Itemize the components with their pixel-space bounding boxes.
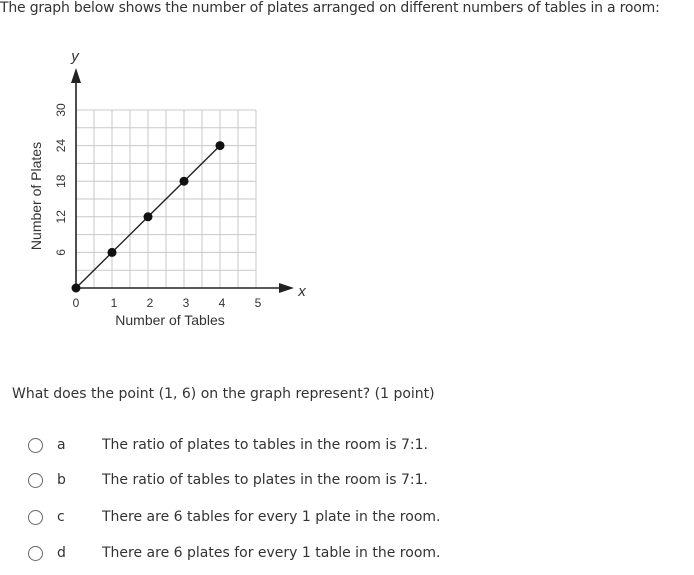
question-text: What does the point (1, 6) on the graph represent? (1 point) bbox=[12, 386, 435, 402]
option-text: The ratio of tables to plates in the room is 7:1. bbox=[102, 472, 428, 488]
data-point bbox=[144, 212, 153, 221]
x-tick-label: 5 bbox=[254, 296, 262, 310]
radio-icon[interactable] bbox=[28, 473, 43, 488]
y-tick-label: 30 bbox=[54, 103, 68, 117]
option-letter: b bbox=[57, 472, 66, 488]
option-letter: a bbox=[57, 437, 66, 453]
option-d[interactable] bbox=[28, 540, 528, 566]
option-text: The ratio of plates to tables in the room is 7:1. bbox=[102, 437, 428, 453]
radio-icon[interactable] bbox=[28, 546, 43, 561]
option-letter: d bbox=[57, 545, 66, 561]
line-chart bbox=[0, 40, 330, 340]
x-axis-label: Number of Tables bbox=[115, 312, 225, 328]
intro-text: The graph below shows the number of plates arranged on different numbers of tables in a room: bbox=[0, 0, 660, 16]
y-axis-arrow bbox=[71, 68, 81, 83]
radio-icon[interactable] bbox=[28, 510, 43, 525]
option-b[interactable] bbox=[28, 467, 528, 493]
data-point bbox=[180, 177, 189, 186]
x-axis-symbol: x bbox=[298, 283, 306, 300]
x-axis-arrow bbox=[279, 283, 294, 293]
x-tick-label: 2 bbox=[146, 296, 154, 310]
option-a[interactable] bbox=[28, 432, 528, 458]
y-tick-label: 6 bbox=[54, 249, 68, 256]
x-tick-label: 3 bbox=[182, 296, 190, 310]
x-tick-label: 1 bbox=[110, 296, 118, 310]
option-text: There are 6 plates for every 1 table in the room. bbox=[102, 545, 441, 561]
data-point bbox=[216, 141, 225, 150]
radio-icon[interactable] bbox=[28, 438, 43, 453]
y-tick-label: 12 bbox=[54, 210, 68, 224]
option-c[interactable] bbox=[28, 504, 528, 530]
y-axis-symbol: y bbox=[71, 48, 79, 65]
data-point bbox=[72, 284, 81, 293]
x-tick-label: 0 bbox=[72, 296, 80, 310]
x-tick-label: 4 bbox=[218, 296, 226, 310]
data-point bbox=[108, 248, 117, 257]
y-axis-label: Number of Plates bbox=[28, 141, 44, 251]
y-tick-label: 18 bbox=[54, 174, 68, 188]
option-letter: c bbox=[57, 509, 65, 525]
y-tick-label: 24 bbox=[54, 138, 68, 153]
option-text: There are 6 tables for every 1 plate in the room. bbox=[102, 509, 441, 525]
